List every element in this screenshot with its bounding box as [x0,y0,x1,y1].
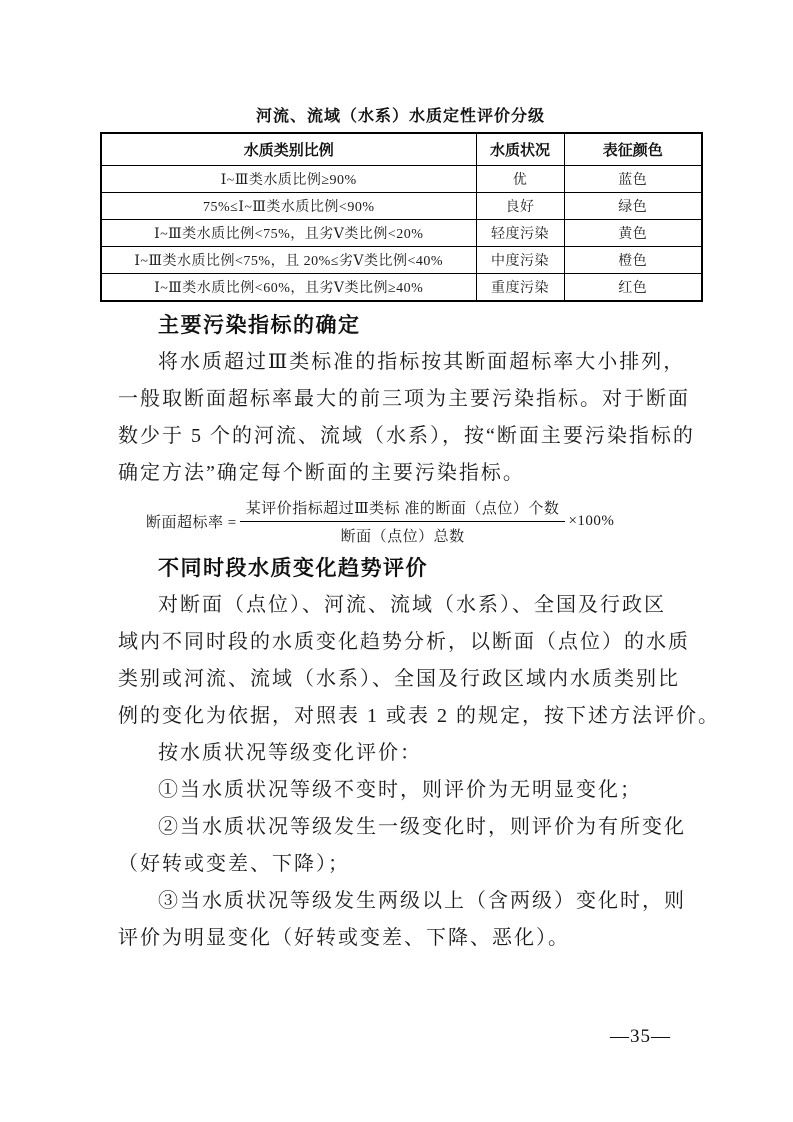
header-cell-category-ratio: 水质类别比例 [101,133,476,166]
table-row [101,220,702,247]
body-text [100,307,720,957]
table-cell: 轻度污染 [476,220,564,247]
text-line: 域内不同时段的水质变化趋势分析，以断面（点位）的水质 [118,631,690,653]
header-cell-water-status: 水质状况 [476,133,564,166]
table-title: 河流、流域（水系）水质定性评价分级 [255,106,545,125]
formula-numerator: 某评价指标超过Ⅲ类标 准的断面（点位）个数 [240,497,566,522]
text-line: 将水质超过Ⅲ类标准的指标按其断面超标率大小排列， [158,351,686,373]
table-cell: 红色 [564,274,702,302]
table-cell: 中度污染 [476,247,564,274]
text-line: ①当水质状况等级不变时，则评价为无明显变化； [158,779,642,801]
formula-denominator: 断面（点位）总数 [340,528,465,545]
table-cell: 良好 [476,193,564,220]
header-cell-represent-color: 表征颜色 [564,133,702,166]
text-line: ③当水质状况等级发生两级以上（含两级）变化时，则 [158,890,686,912]
table-cell: 75%≤Ⅰ~Ⅲ类水质比例<90% [101,193,476,220]
text-line: 例的变化为依据，对照表 1 或表 2 的规定，按下述方法评价。 [118,705,720,727]
table-row [101,193,702,220]
table-cell: 绿色 [564,193,702,220]
section-heading: 主要污染指标的确定 [158,313,361,337]
table-cell: Ⅰ~Ⅲ类水质比例<60%，且劣Ⅴ类比例≥40% [101,274,476,302]
table-cell: 重度污染 [476,274,564,302]
table-cell: 优 [476,166,564,193]
table-header-row [101,133,702,166]
page-number: —35— [610,1026,671,1047]
text-line: 确定方法”确定每个断面的主要污染指标。 [118,462,525,484]
table-row [101,274,702,302]
text-line: 数少于 5 个的河流、流域（水系），按“断面主要污染指标的 [118,425,695,447]
table-row [101,247,702,274]
table-cell: Ⅰ~Ⅲ类水质比例<75%，且 20%≤劣Ⅴ类比例<40% [101,247,476,274]
exceedance-rate-formula [118,492,691,550]
table-cell: 橙色 [564,247,702,274]
formula-fraction [240,497,566,546]
table-cell: Ⅰ~Ⅲ类水质比例<75%，且劣Ⅴ类比例<20% [101,220,476,247]
text-line: 类别或河流、流域（水系）、全国及行政区域内水质类别比 [118,668,680,690]
text-line: 评价为明显变化（好转或变差、下降、恶化）。 [118,927,570,949]
table-cell: Ⅰ~Ⅲ类水质比例≥90% [101,166,476,193]
page-content [100,104,720,957]
table-body [101,166,702,302]
table-cell: 黄色 [564,220,702,247]
section-heading: 不同时段水质变化趋势评价 [158,556,428,580]
water-quality-grading-table [100,132,703,302]
table-cell: 蓝色 [564,166,702,193]
formula-lhs: 断面超标率 = [146,514,237,531]
table-row [101,166,702,193]
text-line: （好转或变差、下降）； [118,853,350,875]
text-line: ②当水质状况等级发生一级变化时，则评价为有所变化 [158,816,686,838]
text-line: 一般取断面超标率最大的前三项为主要污染指标。对于断面 [118,388,690,410]
formula-rhs: ×100% [568,512,615,529]
text-line: 对断面（点位）、河流、流域（水系）、全国及行政区 [158,594,666,616]
text-line: 按水质状况等级变化评价： [158,742,422,764]
